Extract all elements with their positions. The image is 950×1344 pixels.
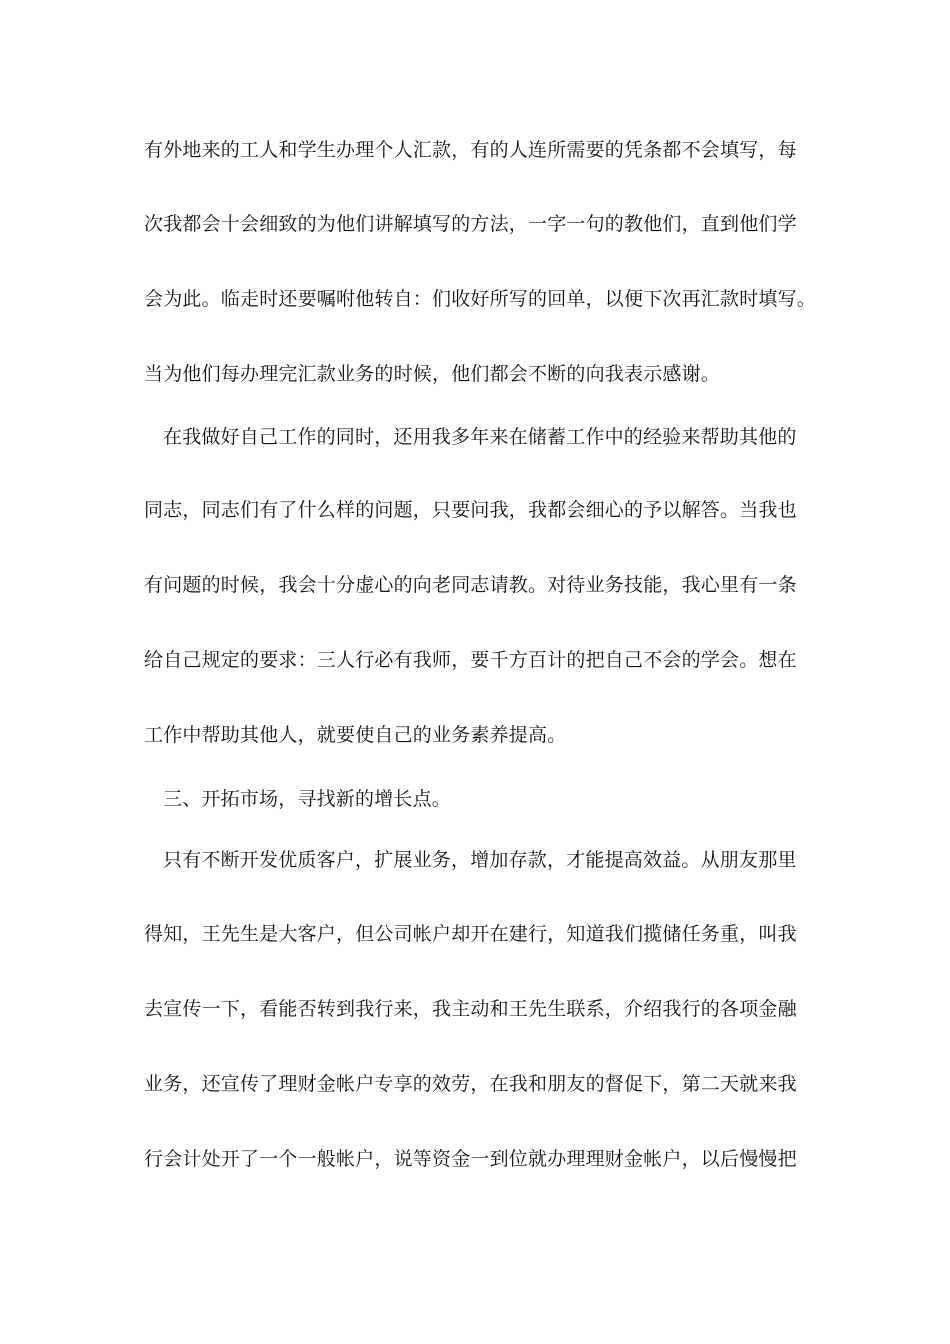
text-line: 次我都会十会细致的为他们讲解填写的方法，一字一句的教他们，直到他们学 bbox=[144, 213, 797, 235]
text-line: 工作中帮助其他人，就要使自己的业务素养提高。 bbox=[144, 724, 567, 746]
text-line: 去宣传一下，看能否转到我行来，我主动和王先生联系，介绍我行的各项金融 bbox=[144, 998, 797, 1020]
text-line: 业务，还宣传了理财金帐户专享的效劳，在我和朋友的督促下，第二天就来我 bbox=[144, 1073, 797, 1095]
text-line: 同志，同志们有了什么样的问题，只要问我，我都会细心的予以解答。当我也 bbox=[144, 499, 797, 521]
paragraph-start-line: 只有不断开发优质客户，扩展业务，增加存款，才能提高效益。从朋友那里 bbox=[163, 849, 797, 871]
text-line: 给自己规定的要求：三人行必有我师，要千方百计的把自己不会的学会。想在 bbox=[144, 649, 797, 671]
text-line: 得知，王先生是大客户，但公司帐户却开在建行，知道我们揽储任务重，叫我 bbox=[144, 923, 797, 945]
text-line: 当为他们每办理完汇款业务的时候，他们都会不断的向我表示感谢。 bbox=[144, 363, 721, 385]
section-heading: 三、开拓市场，寻找新的增长点。 bbox=[163, 788, 452, 810]
text-line: 行会计处开了一个一般帐户，说等资金一到位就办理理财金帐户，以后慢慢把 bbox=[144, 1148, 797, 1170]
paragraph-start-line: 在我做好自己工作的同时，还用我多年来在储蓄工作中的经验来帮助其他的 bbox=[163, 426, 797, 448]
text-line: 有问题的时候，我会十分虚心的向老同志请教。对待业务技能，我心里有一条 bbox=[144, 574, 797, 596]
text-line: 有外地来的工人和学生办理个人汇款，有的人连所需要的凭条都不会填写，每 bbox=[144, 139, 797, 161]
text-line: 会为此。临走时还要嘱咐他转自：们收好所写的回单，以便下次再汇款时填写。 bbox=[144, 288, 817, 310]
